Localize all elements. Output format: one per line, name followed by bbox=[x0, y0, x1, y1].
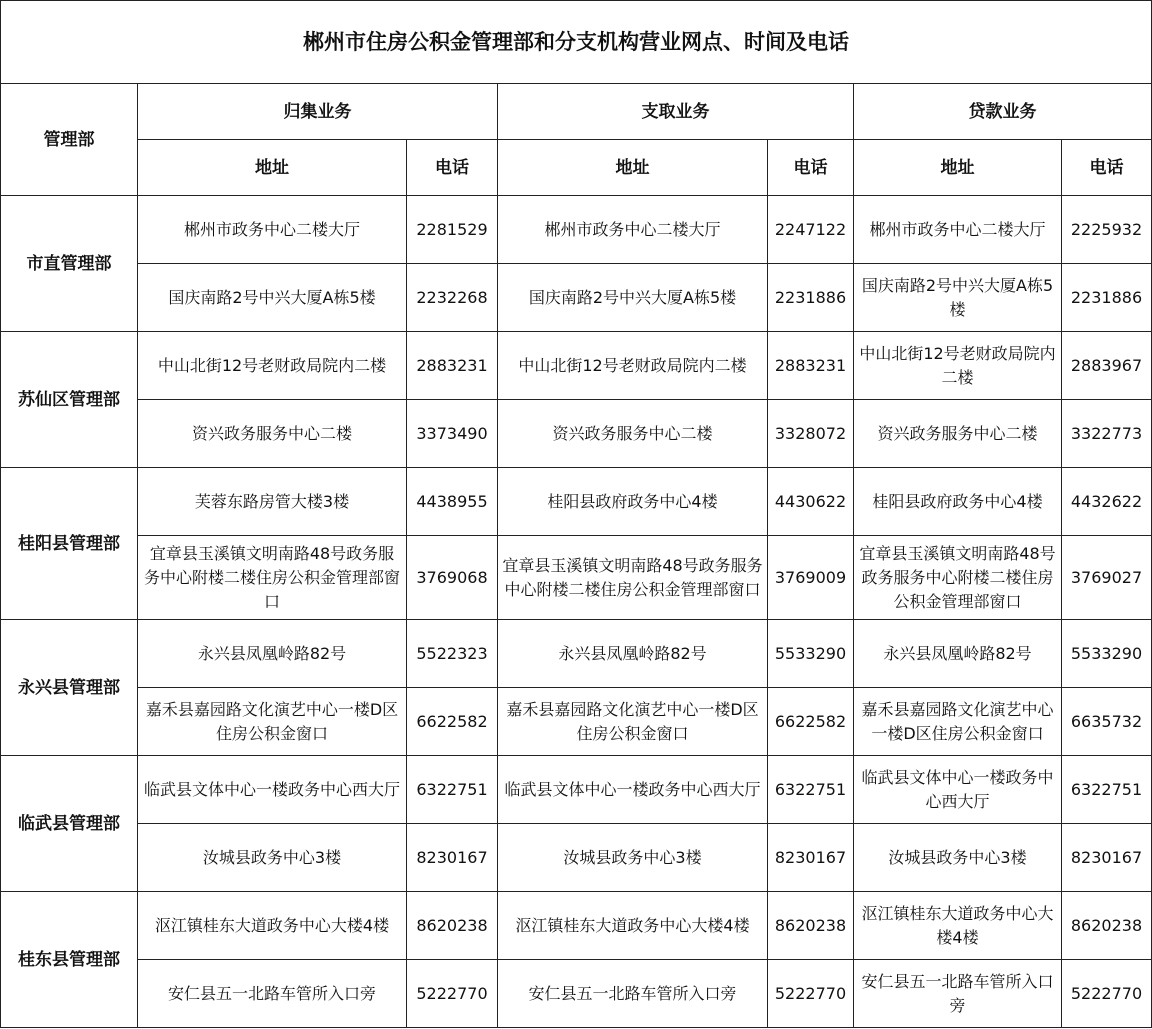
withdrawal-phone-cell: 2231886 bbox=[768, 264, 854, 332]
withdrawal-address-cell: 安仁县五一北路车管所入口旁 bbox=[498, 960, 768, 1028]
collection-address-cell: 临武县文体中心一楼政务中心西大厅 bbox=[138, 756, 407, 824]
collection-phone-cell: 8620238 bbox=[407, 892, 498, 960]
collection-phone-cell: 2883231 bbox=[407, 332, 498, 400]
withdrawal-address-cell: 中山北街12号老财政局院内二楼 bbox=[498, 332, 768, 400]
loan-phone-cell: 3322773 bbox=[1062, 400, 1152, 468]
table-row bbox=[1, 264, 1152, 332]
withdrawal-address-cell: 国庆南路2号中兴大厦A栋5楼 bbox=[498, 264, 768, 332]
collection-address-cell: 芙蓉东路房管大楼3楼 bbox=[138, 468, 407, 536]
header-phone: 电话 bbox=[1062, 140, 1152, 196]
table-row bbox=[1, 892, 1152, 960]
withdrawal-address-cell: 汝城县政务中心3楼 bbox=[498, 824, 768, 892]
collection-address-cell: 国庆南路2号中兴大厦A栋5楼 bbox=[138, 264, 407, 332]
table-row bbox=[1, 824, 1152, 892]
collection-phone-cell: 5222770 bbox=[407, 960, 498, 1028]
department-name: 永兴县管理部 bbox=[1, 620, 138, 756]
table-row bbox=[1, 400, 1152, 468]
withdrawal-phone-cell: 5533290 bbox=[768, 620, 854, 688]
withdrawal-phone-cell: 8620238 bbox=[768, 892, 854, 960]
header-address: 地址 bbox=[854, 140, 1062, 196]
department-name: 市直管理部 bbox=[1, 196, 138, 332]
table-row bbox=[1, 196, 1152, 264]
withdrawal-phone-cell: 2247122 bbox=[768, 196, 854, 264]
withdrawal-address-cell: 临武县文体中心一楼政务中心西大厅 bbox=[498, 756, 768, 824]
withdrawal-phone-cell: 3769009 bbox=[768, 536, 854, 620]
loan-phone-cell: 5222770 bbox=[1062, 960, 1152, 1028]
header-department: 管理部 bbox=[1, 84, 138, 196]
header-group-loan: 贷款业务 bbox=[854, 84, 1152, 140]
withdrawal-address-cell: 桂阳县政府政务中心4楼 bbox=[498, 468, 768, 536]
loan-phone-cell: 2231886 bbox=[1062, 264, 1152, 332]
department-name: 桂阳县管理部 bbox=[1, 468, 138, 620]
department-name: 桂东县管理部 bbox=[1, 892, 138, 1028]
loan-address-cell: 郴州市政务中心二楼大厅 bbox=[854, 196, 1062, 264]
withdrawal-address-cell: 嘉禾县嘉园路文化演艺中心一楼D区住房公积金窗口 bbox=[498, 688, 768, 756]
collection-address-cell: 沤江镇桂东大道政务中心大楼4楼 bbox=[138, 892, 407, 960]
collection-address-cell: 汝城县政务中心3楼 bbox=[138, 824, 407, 892]
withdrawal-address-cell: 永兴县凤凰岭路82号 bbox=[498, 620, 768, 688]
collection-address-cell: 中山北街12号老财政局院内二楼 bbox=[138, 332, 407, 400]
withdrawal-phone-cell: 3328072 bbox=[768, 400, 854, 468]
collection-phone-cell: 2281529 bbox=[407, 196, 498, 264]
loan-address-cell: 安仁县五一北路车管所入口旁 bbox=[854, 960, 1062, 1028]
collection-address-cell: 永兴县凤凰岭路82号 bbox=[138, 620, 407, 688]
collection-address-cell: 郴州市政务中心二楼大厅 bbox=[138, 196, 407, 264]
loan-address-cell: 临武县文体中心一楼政务中心西大厅 bbox=[854, 756, 1062, 824]
loan-phone-cell: 2883967 bbox=[1062, 332, 1152, 400]
collection-phone-cell: 6622582 bbox=[407, 688, 498, 756]
page-title: 郴州市住房公积金管理部和分支机构营业网点、时间及电话 bbox=[1, 1, 1152, 84]
collection-phone-cell: 3769068 bbox=[407, 536, 498, 620]
loan-address-cell: 桂阳县政府政务中心4楼 bbox=[854, 468, 1062, 536]
header-group-withdrawal: 支取业务 bbox=[498, 84, 854, 140]
table-row bbox=[1, 332, 1152, 400]
department-name: 临武县管理部 bbox=[1, 756, 138, 892]
collection-address-cell: 宜章县玉溪镇文明南路48号政务服务中心附楼二楼住房公积金管理部窗口 bbox=[138, 536, 407, 620]
collection-address-cell: 安仁县五一北路车管所入口旁 bbox=[138, 960, 407, 1028]
header-address: 地址 bbox=[498, 140, 768, 196]
withdrawal-address-cell: 郴州市政务中心二楼大厅 bbox=[498, 196, 768, 264]
collection-phone-cell: 5522323 bbox=[407, 620, 498, 688]
table-row bbox=[1, 960, 1152, 1028]
collection-phone-cell: 3373490 bbox=[407, 400, 498, 468]
loan-phone-cell: 4432622 bbox=[1062, 468, 1152, 536]
loan-phone-cell: 2225932 bbox=[1062, 196, 1152, 264]
withdrawal-address-cell: 宜章县玉溪镇文明南路48号政务服务中心附楼二楼住房公积金管理部窗口 bbox=[498, 536, 768, 620]
loan-phone-cell: 3769027 bbox=[1062, 536, 1152, 620]
table-row bbox=[1, 688, 1152, 756]
withdrawal-phone-cell: 8230167 bbox=[768, 824, 854, 892]
header-address: 地址 bbox=[138, 140, 407, 196]
table-row bbox=[1, 468, 1152, 536]
table-row bbox=[1, 620, 1152, 688]
table-row bbox=[1, 756, 1152, 824]
collection-phone-cell: 4438955 bbox=[407, 468, 498, 536]
withdrawal-address-cell: 沤江镇桂东大道政务中心大楼4楼 bbox=[498, 892, 768, 960]
department-name: 苏仙区管理部 bbox=[1, 332, 138, 468]
collection-address-cell: 资兴政务服务中心二楼 bbox=[138, 400, 407, 468]
withdrawal-phone-cell: 6322751 bbox=[768, 756, 854, 824]
loan-address-cell: 中山北街12号老财政局院内二楼 bbox=[854, 332, 1062, 400]
loan-address-cell: 永兴县凤凰岭路82号 bbox=[854, 620, 1062, 688]
loan-phone-cell: 6322751 bbox=[1062, 756, 1152, 824]
loan-address-cell: 资兴政务服务中心二楼 bbox=[854, 400, 1062, 468]
loan-phone-cell: 8620238 bbox=[1062, 892, 1152, 960]
loan-address-cell: 宜章县玉溪镇文明南路48号政务服务中心附楼二楼住房公积金管理部窗口 bbox=[854, 536, 1062, 620]
collection-phone-cell: 2232268 bbox=[407, 264, 498, 332]
withdrawal-address-cell: 资兴政务服务中心二楼 bbox=[498, 400, 768, 468]
loan-phone-cell: 6635732 bbox=[1062, 688, 1152, 756]
header-phone: 电话 bbox=[407, 140, 498, 196]
loan-phone-cell: 5533290 bbox=[1062, 620, 1152, 688]
withdrawal-phone-cell: 4430622 bbox=[768, 468, 854, 536]
loan-address-cell: 汝城县政务中心3楼 bbox=[854, 824, 1062, 892]
withdrawal-phone-cell: 5222770 bbox=[768, 960, 854, 1028]
withdrawal-phone-cell: 6622582 bbox=[768, 688, 854, 756]
withdrawal-phone-cell: 2883231 bbox=[768, 332, 854, 400]
loan-address-cell: 沤江镇桂东大道政务中心大楼4楼 bbox=[854, 892, 1062, 960]
collection-address-cell: 嘉禾县嘉园路文化演艺中心一楼D区住房公积金窗口 bbox=[138, 688, 407, 756]
table-row bbox=[1, 536, 1152, 620]
header-group-collection: 归集业务 bbox=[138, 84, 498, 140]
loan-address-cell: 嘉禾县嘉园路文化演艺中心一楼D区住房公积金窗口 bbox=[854, 688, 1062, 756]
loan-phone-cell: 8230167 bbox=[1062, 824, 1152, 892]
collection-phone-cell: 6322751 bbox=[407, 756, 498, 824]
collection-phone-cell: 8230167 bbox=[407, 824, 498, 892]
header-phone: 电话 bbox=[768, 140, 854, 196]
loan-address-cell: 国庆南路2号中兴大厦A栋5楼 bbox=[854, 264, 1062, 332]
